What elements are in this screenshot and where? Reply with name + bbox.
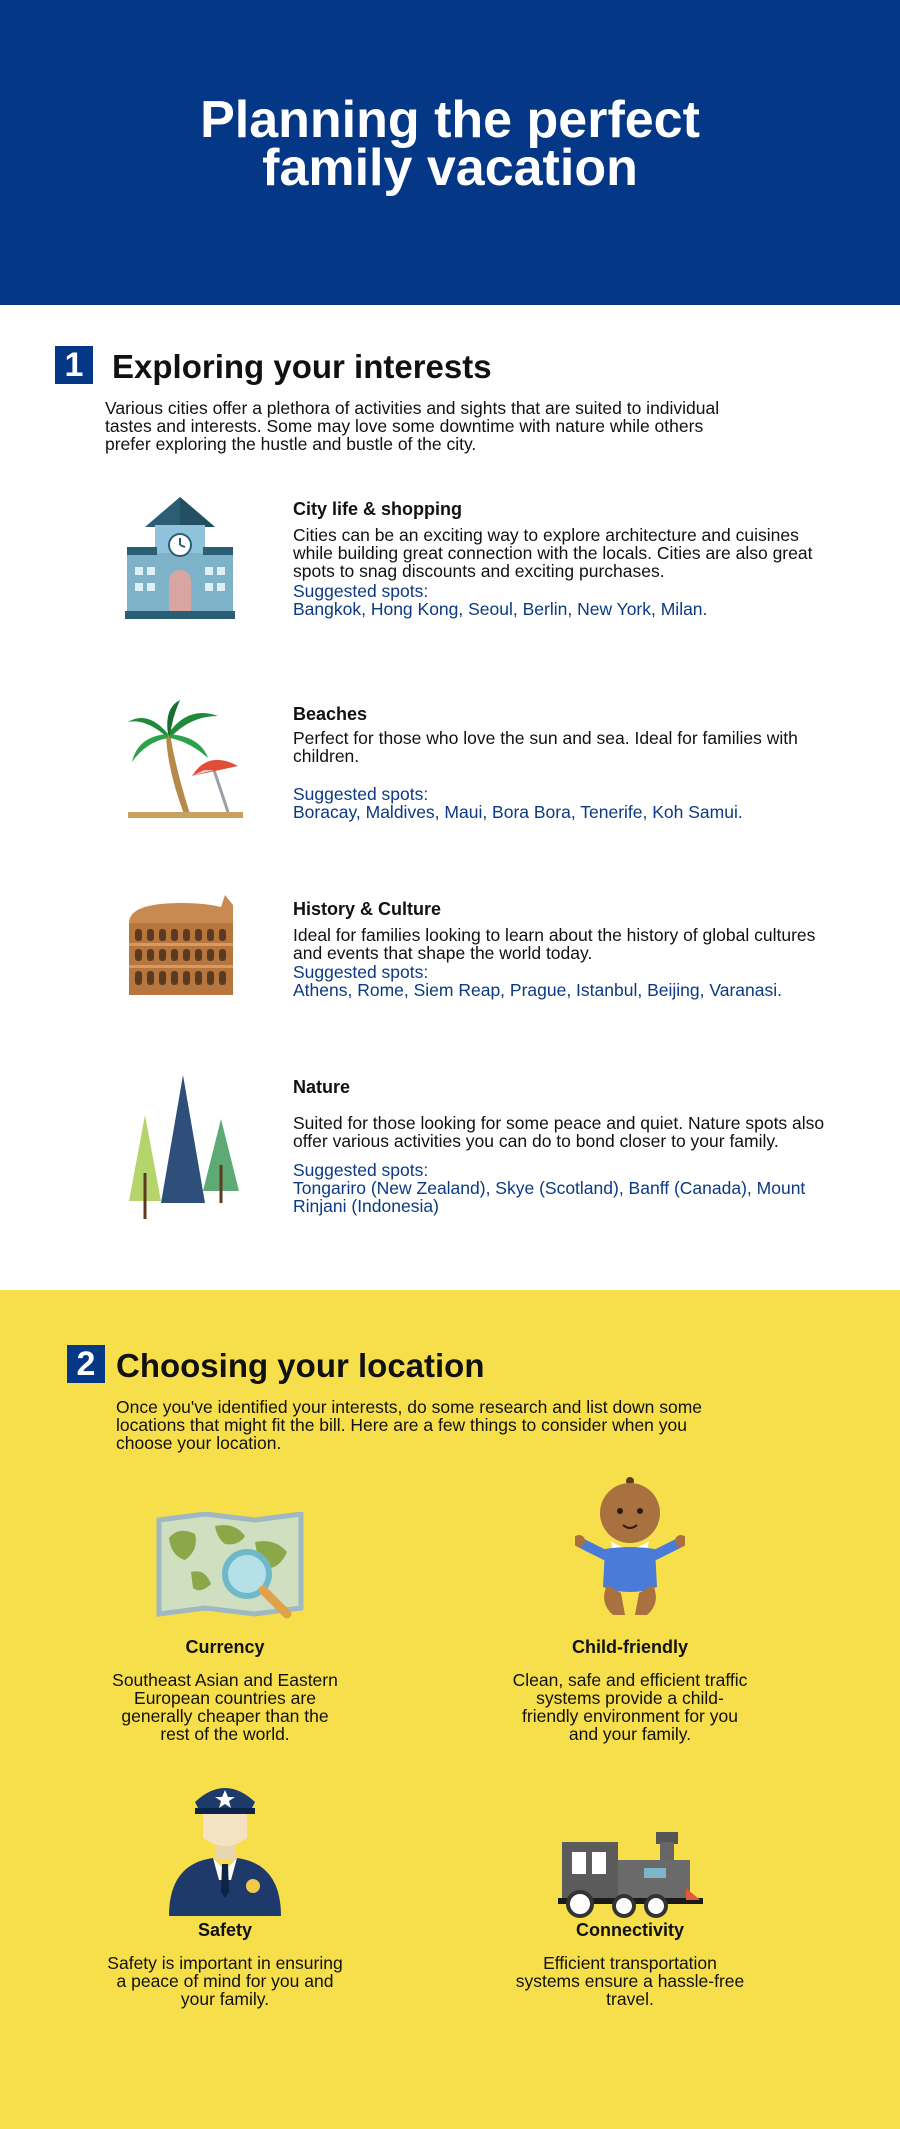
map-magnifier-icon xyxy=(155,1512,305,1622)
factor-description: Clean, safe and efficient traffic systems provide a child- friendly environment for you and your family. xyxy=(512,1670,748,1744)
item-description: Suited for those looking for some peace and quiet. Nature spots also offer various activities you can do to bond closer to your family. xyxy=(293,1113,825,1151)
factor-title: Connectivity xyxy=(575,1920,685,1940)
trees-icon xyxy=(125,1073,243,1223)
police-officer-icon xyxy=(165,1780,285,1920)
section-intro: Various cities offer a plethora of activities and sights that are suited to individual tastes and interests. Some may love some downtime with nature while others prefer exploring the hustle and bustle of the city. xyxy=(105,398,720,454)
section-title: Exploring your interests xyxy=(112,348,492,385)
factor-description: Safety is important in ensuring a peace of mind for you and your family. xyxy=(107,1953,343,2009)
section-number-badge: 2 xyxy=(67,1345,105,1383)
factor-safety xyxy=(75,1780,375,2020)
factor-title: Child-friendly xyxy=(572,1637,688,1657)
interest-item-history xyxy=(0,895,900,1035)
factor-connectivity xyxy=(480,1828,780,2028)
item-title: Beaches xyxy=(293,704,368,724)
item-title: Nature xyxy=(293,1077,351,1097)
section-intro: Once you've identified your interests, do some research and list down some locations that might fit the bill. Here are a few things to consider when you choose your location. xyxy=(116,1397,703,1453)
train-icon xyxy=(558,1828,703,1918)
factor-description: Southeast Asian and Eastern European countries are generally cheaper than the rest of the world. xyxy=(112,1670,338,1744)
colosseum-icon xyxy=(125,895,237,1005)
suggested-spots-list: Tongariro (New Zealand), Skye (Scotland), Banff (Canada), Mount Rinjani (Indonesia) xyxy=(293,1178,806,1216)
section-title: Choosing your location xyxy=(116,1347,485,1384)
interest-item-nature xyxy=(0,1073,900,1243)
interest-item-city xyxy=(0,495,900,665)
section-choosing-location xyxy=(0,1290,900,2129)
item-description: Perfect for those who love the sun and sea. Ideal for families with children. xyxy=(293,728,798,766)
suggested-spots-label: Suggested spots: xyxy=(293,784,429,804)
baby-icon xyxy=(575,1475,685,1625)
item-description: Ideal for families looking to learn about the history of global cultures and events that shape the world today. xyxy=(293,925,816,963)
page-title: Planning the perfect family vacation xyxy=(200,91,700,197)
item-description: Cities can be an exciting way to explore architecture and cuisines while building great connection with the locals. Cities are also great spots to snag discounts and exciting purchases. xyxy=(293,525,813,581)
suggested-spots-label: Suggested spots: xyxy=(293,581,429,601)
factor-child-friendly xyxy=(480,1475,780,1745)
hero-banner xyxy=(0,0,900,305)
suggested-spots-list: Athens, Rome, Siem Reap, Prague, Istanbul, Beijing, Varanasi. xyxy=(293,980,782,1000)
suggested-spots-list: Boracay, Maldives, Maui, Bora Bora, Tenerife, Koh Samui. xyxy=(293,802,743,822)
interest-item-beaches xyxy=(0,700,900,840)
factor-description: Efficient transportation systems ensure a hassle-free travel. xyxy=(515,1953,745,2009)
section-number-badge: 1 xyxy=(55,346,93,384)
suggested-spots-label: Suggested spots: xyxy=(293,962,429,982)
item-title: City life & shopping xyxy=(293,499,462,519)
factor-title: Currency xyxy=(185,1637,265,1657)
suggested-spots-list: Bangkok, Hong Kong, Seoul, Berlin, New York, Milan. xyxy=(293,599,708,619)
palm-tree-icon xyxy=(128,700,243,820)
item-title: History & Culture xyxy=(293,899,442,919)
suggested-spots-label: Suggested spots: xyxy=(293,1160,429,1180)
factor-currency xyxy=(75,1512,375,1742)
factor-title: Safety xyxy=(197,1920,253,1940)
section-exploring-interests xyxy=(0,305,900,1290)
building-icon xyxy=(125,495,235,620)
